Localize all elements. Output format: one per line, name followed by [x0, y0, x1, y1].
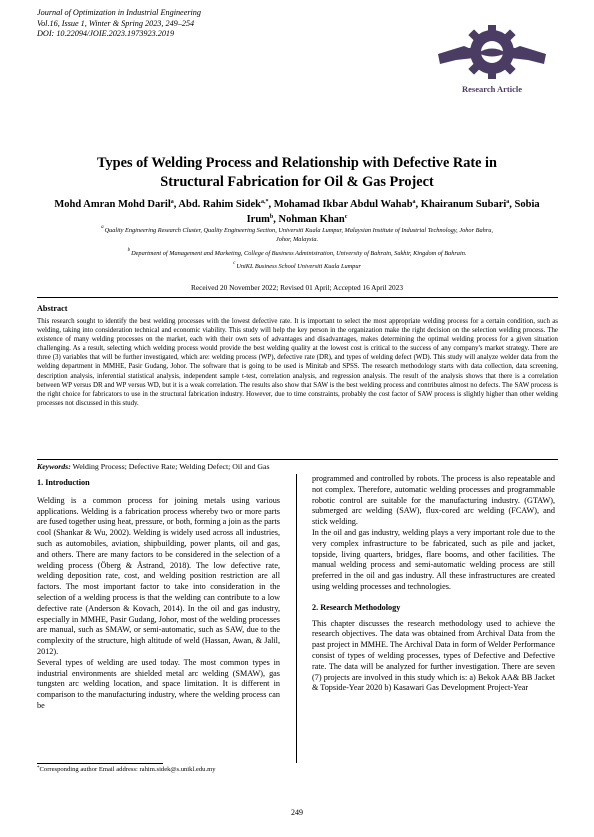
- affiliation-label: c: [233, 261, 236, 266]
- intro-paragraph-3: programmed and controlled by robots. The process is also repeatable and not complex. Therefore, automatic welding processes and programmable robotic control are suitable for the manufacturing industry. (GTAW), submerged arc welding (SAW), flux-cored arc welding (FCAW), and stick welding.: [312, 474, 555, 527]
- affiliation-text: Department of Management and Marketing, College of Business Administration, University of Bahrain, Sakhir, Kingdom of Bahrain.: [131, 250, 467, 257]
- affiliation-b: [40, 250, 554, 259]
- paper-title: [40, 154, 554, 192]
- intro-paragraph-4: In the oil and gas industry, welding plays a very important role due to the very complex infrastructure to be fabricated, such as pile and jacket, topside, living quarters, bridges, flare booms, and other facilities. The manual welding process and semi-automatic welding process are still preferred in the oil and gas industry. All these infrastructures are created using welding processes and technologies.: [312, 527, 555, 591]
- author-list: Mohd Amran Mohd Daril$^a$, Abd. Rahim Sidek$^{a,*}$, Mohamad Ikbar Abdul Wahab$^a$, Khairanum Subari$^a$, Sobia Irum$^b$, Nohman Khan$^c$: [54, 199, 540, 225]
- author-name: Mohamad Ikbar Abdul Wahab: [273, 199, 413, 210]
- divider: [37, 297, 558, 298]
- keywords: [37, 462, 270, 471]
- received-dates: Received 20 November 2022; Revised 01 April; Accepted 16 April 2023: [191, 283, 403, 292]
- author-name: Nohman Khan: [278, 214, 345, 225]
- research-article-logo: [428, 22, 556, 102]
- affiliation-c: [40, 263, 554, 272]
- title-line-1: Types of Welding Process and Relationship with Defective Rate in: [97, 155, 497, 171]
- journal-name: Journal of Optimization in Industrial Engineering: [37, 8, 201, 17]
- affiliation-label: b: [127, 248, 131, 253]
- abstract-heading: Abstract: [37, 304, 68, 313]
- keywords-text: Welding Process; Defective Rate; Welding Defect; Oil and Gas: [72, 462, 270, 471]
- keywords-label: Keywords:: [37, 462, 71, 471]
- author-name: Abd. Rahim Sidek: [178, 199, 261, 210]
- footnote-rule: [37, 763, 163, 764]
- author-sup: b: [269, 214, 274, 220]
- abstract-text: This research sought to identify the best welding processes with the lowest defective rate. It is important to select the most appropriate welding process for a certain condition, such as welding, taking into consideration technical and economic viability. This study will help the key person in the organization make the right decision on the selection welding process. The existence of many welding processes on the market, each with their own sets of advantages and disadvantages, makes determining the optimal welding process for a given situation challenging. As a result, selecting which welding process would provide the best welding quality at the lowest cost is critical to the success of any company's market strategy. There are three (3) variables that will be further investigated, which are: welding process (WP), defective rate (DR), and types of welding defect (WD). This study will analyze welder data from the welding department in MMHE, Pasir Gudang, Johor. The software that is going to be used is Minitab and SPSS. The research methodology starts with data collection, data screening, description analysis, inferential statistical analysis, independent sample t-test, correlation analysis, and regression analysis. The result of the analysis shows that there is a correlation between WP versus DR and WP versus WD, but it is a weak correlation. The results also show that SAW is the best welding process and contributes almost no defects. The SAW process is the right choice for fabricators to use in the structural fabrication industry. However, due to time constraints, probably the cost factor of SAW process is slightly higher than other welding processes not discussed in this study.: [37, 318, 558, 407]
- intro-paragraph-1: Welding is a common process for joining metals using various applications. Welding is a fabrication process whereby two or more parts are fused together using heat, pressure, or both, forming a join as the parts cool (Shankar & Wu, 2002). Welding is widely used across all industries, such as automobiles, aviation, shipbuilding, power plants, oil and gas, and others. There are many factors to be considered in the selection of a welding process (Öberg & Åstrand, 2018). The low defective rate, welding deposition rate, cost, and welding position restriction are all factors. The most important factor to take into consideration in the selection of a welding process is that the welding can contribute to a low defective rate (Anderson & Kovach, 2014). In the oil and gas industry, especially in MMHE, Pasir Gudang, Johor, most of the welding processes are manual, such as SMAW, or semi-automatic, such as SAW, due to the complexity of the structure, high altitude of weld (Hassan, Awan, & Jalil, 2012).: [37, 495, 280, 656]
- title-line-2: Structural Fabrication for Oil & Gas Project: [160, 174, 434, 190]
- affiliation-text: Quality Engineering Research Cluster, Quality Engineering Section, Universiti Kuala Lumpur, Malaysian Institute of Industrial Technology, Johor Bahru,: [104, 227, 493, 234]
- divider: [37, 459, 558, 460]
- page-number: 249: [291, 808, 303, 817]
- affiliation-text: Johor, Malaysia.: [275, 235, 319, 243]
- author-sup: a: [412, 199, 416, 205]
- author-sup: a: [506, 199, 510, 205]
- author-name: Khairanum Subari: [420, 199, 507, 210]
- intro-paragraph-2: Several types of welding are used today. The most common types in industrial environments are shielded metal arc welding (SMAW), gas tungsten arc welding location, and space limitation. It is different in comparison to the manufacturing industry, where the welding process can be: [37, 657, 280, 710]
- method-paragraph-1: This chapter discusses the research methodology used to achieve the research objectives. The data was obtained from Archival Data from the past project in MMHE. The Archival Data in form of Welder Performance consist of types of welding processes, types of Defective and Defective rate. The data will be analyzed for further investigation. There are seven (7) projects are involved in this study which is: a) Bekok AA& BB Jacket & Topside-Year 2020 b) Kasawari Gas Development Project-Year: [312, 618, 555, 693]
- column-divider: [296, 474, 297, 763]
- left-column: [37, 478, 280, 712]
- affiliation-text: UniKL Business School Universiti Kuala Lumpur: [236, 263, 361, 270]
- corresponding-author-footnote: [37, 766, 216, 773]
- journal-doi: DOI: 10.22094/JOIE.2023.1973923.2019: [37, 29, 175, 38]
- journal-info: [37, 8, 201, 40]
- journal-volume: Vol.16, Issue 1, Winter & Spring 2023, 249–254: [37, 18, 195, 28]
- research-article-label: Research Article: [461, 84, 523, 94]
- footnote-mark: *: [37, 766, 40, 771]
- author-sup: a: [170, 199, 174, 205]
- author-name: Sobia Irum: [246, 199, 540, 225]
- footnote-text: Corresponding author Email address: rahim.sidek@s.unikl.edu.my: [39, 766, 216, 773]
- author-sup: a,*: [261, 199, 269, 205]
- author-sup: c: [344, 214, 348, 220]
- affiliation-label: a: [101, 225, 104, 230]
- section-heading-introduction: 1. Introduction: [37, 478, 90, 487]
- right-column: [312, 474, 555, 694]
- author-name: Mohd Amran Mohd Daril: [54, 199, 171, 210]
- affiliation-a: [40, 227, 554, 244]
- gear-handshake-icon: [434, 22, 550, 82]
- section-heading-methodology: 2. Research Methodology: [312, 602, 401, 612]
